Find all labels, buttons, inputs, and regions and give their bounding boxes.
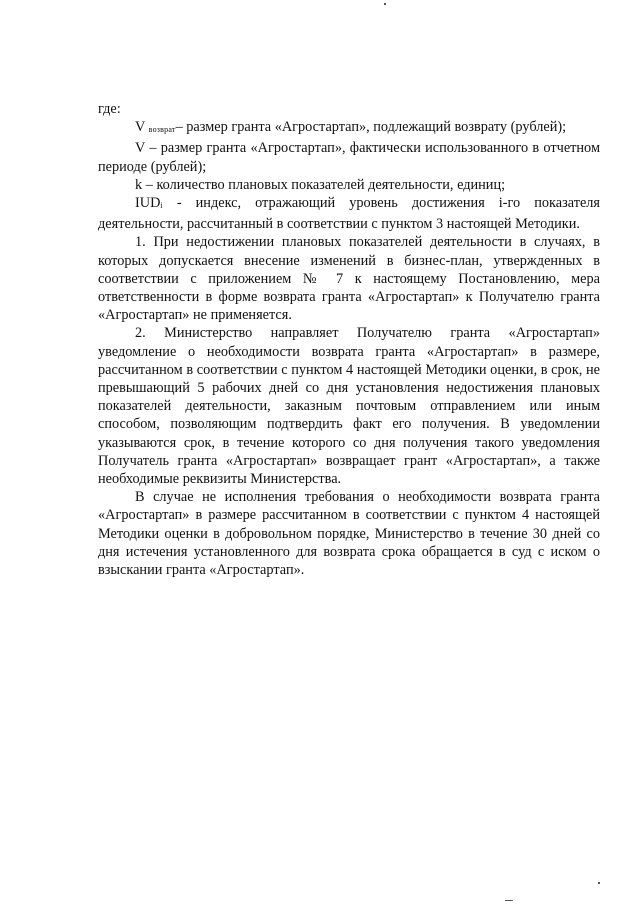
scan-speck bbox=[505, 900, 513, 901]
k-symbol: k bbox=[135, 176, 143, 193]
iud-symbol: IUD bbox=[135, 195, 161, 212]
scan-speck bbox=[598, 882, 600, 884]
scan-speck bbox=[384, 3, 386, 5]
v-used-symbol: V bbox=[135, 140, 146, 157]
iud-subscript: i bbox=[160, 201, 163, 211]
definition-iud bbox=[98, 194, 600, 233]
v-used-text: – размер гранта «Агростартап», фактически использованного в отчетном периоде (рублей); bbox=[98, 140, 600, 175]
definition-v-return bbox=[98, 118, 600, 139]
where-label bbox=[98, 100, 600, 118]
paragraph-2: 2. Министерство направляет Получателю гранта «Агростартап» уведомление о необходимости возврата гранта «Агростартап» в размере, рассчитанном в соответствии с пунктом 4 настоящей Методики оценки, в срок, не превышающий 5 рабочих дней со дня установления недостижения плановых показателей деятельности, заказным почтовым отправлением или иным способом, позволяющим подтвердить факт его получения. В уведомлении указываются срок, в течение которого со дня получения такого уведомления Получатель гранта «Агростартап» возвращает грант «Агростартап», а также необходимые реквизиты Министерства. bbox=[98, 325, 600, 488]
paragraph-1: 1. При недостижении плановых показателей деятельности в случаях, в которых допускается внесение изменений в бизнес-план, утвержденных в соответствии с приложением № 7 к настоящему Постановлению, мера ответственности в форме возврата гранта «Агростартап» к Получателю гранта «Агростартап» не применяется. bbox=[98, 234, 600, 324]
paragraph-3: В случае не исполнения требования о необходимости возврата гранта «Агростартап» в размере рассчитанном в соответствии с пунктом 4 настоящей Методики оценки в добровольном порядке, Министерство в течение 30 дней со дня истечения установленного для возврата срока обращается в суд с иском о взыскании гранта «Агростартап». bbox=[98, 489, 600, 579]
v-return-symbol: V bbox=[135, 119, 146, 136]
v-return-text: – размер гранта «Агростартап», подлежащий возврату (рублей); bbox=[175, 119, 567, 136]
v-return-subscript: возврат bbox=[148, 125, 176, 135]
document-body bbox=[98, 100, 600, 579]
definition-k bbox=[98, 176, 600, 194]
k-text: – количество плановых показателей деятельности, единиц; bbox=[142, 176, 506, 193]
definition-v-used bbox=[98, 139, 600, 175]
where-label-text: где: bbox=[98, 101, 121, 117]
iud-text: - индекс, отражающий уровень достижения i-го показателя деятельности, рассчитанный в соответствии с пунктом 3 настоящей Методики. bbox=[98, 195, 600, 233]
